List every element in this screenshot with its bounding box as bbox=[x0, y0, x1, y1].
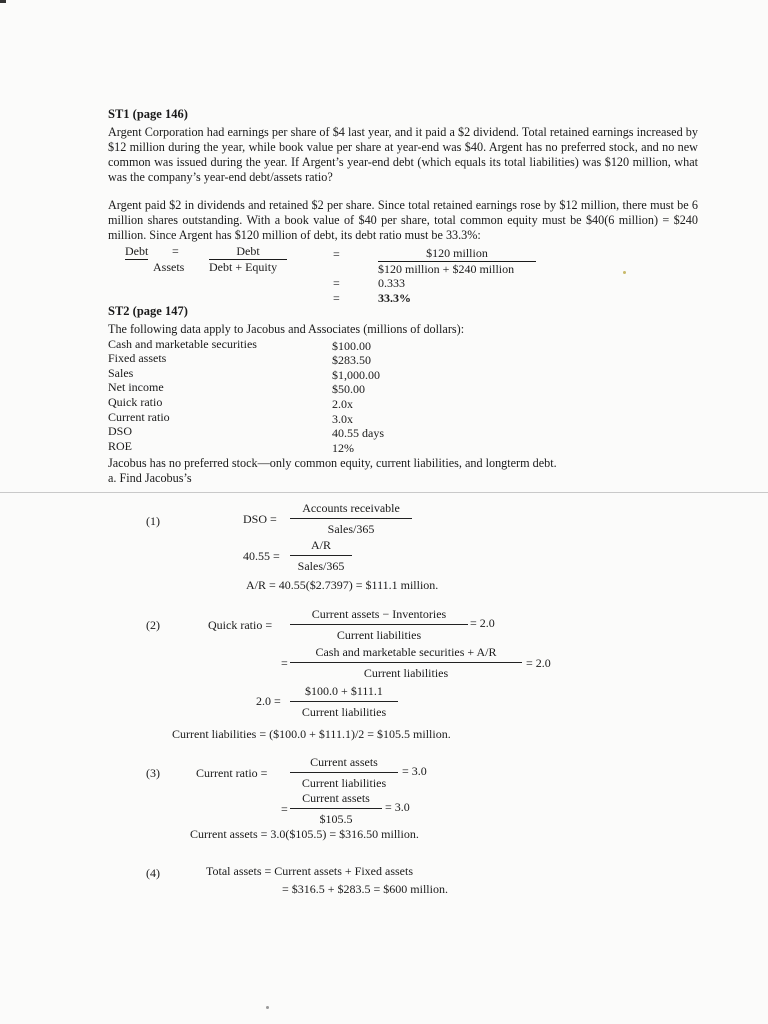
current-ratio-line2-denominator: $105.5 bbox=[319, 812, 353, 826]
current-assets-result: Current assets = 3.0($105.5) = $316.50 million. bbox=[190, 827, 419, 841]
part-1-number: (1) bbox=[146, 514, 160, 528]
table-row-label: Cash and marketable securities bbox=[108, 337, 257, 351]
quick-ratio-denominator: Current liabilities bbox=[336, 628, 422, 642]
quick-ratio-line3-denominator: Current liabilities bbox=[301, 705, 387, 719]
quick-ratio-numerator: Current assets − Inventories bbox=[290, 607, 468, 625]
quick-ratio-line2-denominator: Current liabilities bbox=[363, 666, 449, 680]
st1-step-0333: 0.333 bbox=[378, 276, 405, 290]
current-ratio-fraction bbox=[290, 755, 398, 791]
scan-speck bbox=[623, 271, 626, 274]
table-row-value: 12% bbox=[332, 441, 354, 455]
st1-result-333: 33.3% bbox=[378, 291, 411, 305]
current-ratio-line2-numerator: Current assets bbox=[290, 791, 382, 809]
scan-corner-mark bbox=[0, 0, 6, 3]
st1-rhs-denominator: $120 million + $240 million bbox=[378, 262, 515, 276]
part-4-number: (4) bbox=[146, 866, 160, 880]
ar-numerator: A/R bbox=[290, 538, 352, 556]
total-assets-line2: = $316.5 + $283.5 = $600 million. bbox=[282, 882, 448, 896]
quick-ratio-line3-fraction bbox=[290, 684, 398, 720]
ar-lhs: 40.55 = bbox=[243, 549, 280, 563]
st1-lhs-numerator: Debt bbox=[125, 244, 149, 258]
table-row-label: Fixed assets bbox=[108, 351, 167, 365]
quick-ratio-line2-numerator: Cash and marketable securities + A/R bbox=[290, 645, 522, 663]
st1-rhs-numerator: $120 million bbox=[378, 246, 536, 262]
quick-ratio-rhs: = 2.0 bbox=[470, 616, 495, 630]
table-row-label: Current ratio bbox=[108, 410, 170, 424]
table-row-label: Sales bbox=[108, 366, 134, 380]
ar-denominator: Sales/365 bbox=[297, 559, 345, 573]
quick-ratio-fraction bbox=[290, 607, 468, 643]
dso-numerator: Accounts receivable bbox=[290, 501, 412, 519]
table-row-label: Net income bbox=[108, 380, 164, 394]
table-row-value: 2.0x bbox=[332, 397, 353, 411]
st2-intro: The following data apply to Jacobus and Associates (millions of dollars): bbox=[108, 322, 465, 336]
current-ratio-line2-rhs: = 3.0 bbox=[385, 800, 410, 814]
dso-denominator: Sales/365 bbox=[327, 522, 375, 536]
table-row-value: $100.00 bbox=[332, 339, 371, 353]
ar-fraction bbox=[290, 538, 352, 574]
st1-equals-1: = bbox=[333, 247, 340, 261]
quick-ratio-line3-lhs: 2.0 = bbox=[256, 694, 281, 708]
current-ratio-line2-lhs: = bbox=[281, 802, 288, 816]
table-row-label: ROE bbox=[108, 439, 132, 453]
quick-ratio-line2-fraction bbox=[290, 645, 522, 681]
table-row-value: $283.50 bbox=[332, 353, 371, 367]
table-row-label: DSO bbox=[108, 424, 133, 438]
total-assets-line1: Total assets = Current assets + Fixed assets bbox=[206, 864, 413, 878]
quick-ratio-line2-lhs: = bbox=[281, 656, 288, 670]
part-3-number: (3) bbox=[146, 766, 160, 780]
table-row-value: $50.00 bbox=[332, 382, 365, 396]
ar-result: A/R = 40.55($2.7397) = $111.1 million. bbox=[246, 578, 439, 592]
table-row-label: Quick ratio bbox=[108, 395, 163, 409]
st1-problem-text: Argent Corporation had earnings per share of $4 last year, and it paid a $2 dividend. Total retained earnings increased by $12 million during the year, while book value per share at year-end was $40. Argent has no preferred stock, and no new common was issued during the year. If Argent’s year-end debt (which equals its total liabilities) was $120 million, what was the company’s year-end debt/assets ratio? bbox=[108, 125, 698, 184]
st1-mid-denominator: Debt + Equity bbox=[209, 260, 278, 274]
st1-solution-text: Argent paid $2 in dividends and retained $2 per share. Since total retained earnings rose by $12 million, there must be 6 million shares outstanding. With a book value of $40 per share, total common equity must be $40(6 million) = $240 million. Since Argent has $120 million of debt, its debt ratio must be 33.3%: bbox=[108, 198, 698, 242]
quick-ratio-lhs: Quick ratio = bbox=[208, 618, 273, 632]
st1-equals-3: = bbox=[333, 291, 340, 305]
current-ratio-numerator: Current assets bbox=[290, 755, 398, 773]
current-ratio-rhs: = 3.0 bbox=[402, 764, 427, 778]
st1-mid-numerator: Debt bbox=[209, 244, 287, 260]
st2-task: a. Find Jacobus’s bbox=[108, 471, 192, 485]
table-row-value: 3.0x bbox=[332, 412, 353, 426]
dso-fraction bbox=[290, 501, 412, 537]
st1-equals-2: = bbox=[333, 276, 340, 290]
quick-ratio-line3-numerator: $100.0 + $111.1 bbox=[290, 684, 398, 702]
part-2-number: (2) bbox=[146, 618, 160, 632]
dso-lhs: DSO = bbox=[243, 512, 277, 526]
current-ratio-denominator: Current liabilities bbox=[301, 776, 387, 790]
st1-lhs-denominator: Assets bbox=[153, 260, 185, 274]
st1-lhs-equals: = bbox=[172, 244, 179, 258]
table-row-value: $1,000.00 bbox=[332, 368, 380, 382]
current-ratio-line2-fraction bbox=[290, 791, 382, 827]
st2-note: Jacobus has no preferred stock—only common equity, current liabilities, and longterm debt. bbox=[108, 456, 557, 470]
current-liabilities-result: Current liabilities = ($100.0 + $111.1)/2 = $105.5 million. bbox=[172, 727, 451, 741]
st2-heading: ST2 (page 147) bbox=[108, 304, 188, 318]
current-ratio-lhs: Current ratio = bbox=[196, 766, 268, 780]
st1-heading: ST1 (page 146) bbox=[108, 107, 188, 121]
scan-speck bbox=[266, 1006, 269, 1009]
page-divider bbox=[0, 492, 768, 493]
table-row-value: 40.55 days bbox=[332, 426, 384, 440]
quick-ratio-line2-rhs: = 2.0 bbox=[526, 656, 551, 670]
